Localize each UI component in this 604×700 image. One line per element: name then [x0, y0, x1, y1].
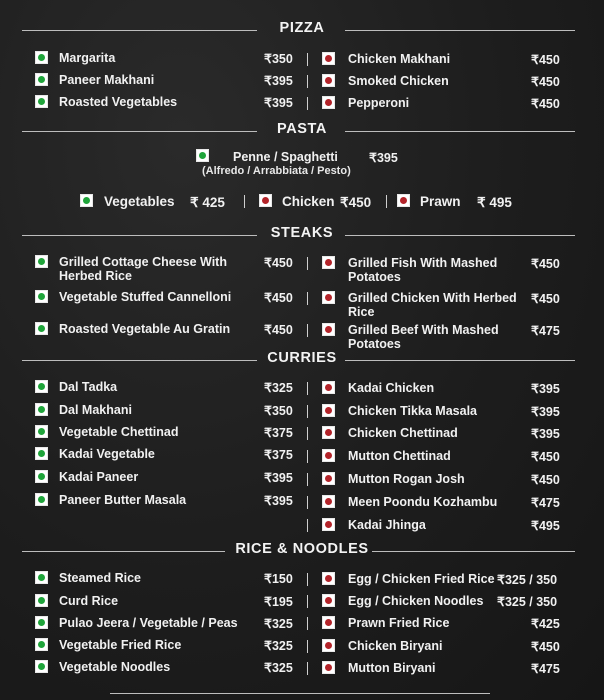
- item-price: ₹350: [264, 404, 293, 418]
- item-price: ₹475: [531, 324, 560, 338]
- item-price: ₹425: [531, 617, 560, 631]
- item-name: Grilled Chicken With Herbed Rice: [348, 291, 517, 319]
- column-divider-bar: [307, 617, 308, 630]
- menu-item: [322, 518, 567, 536]
- menu-item: [35, 638, 310, 656]
- item-name: Margarita: [59, 51, 116, 65]
- item-name: Paneer Makhani: [59, 73, 155, 87]
- item-name: Kadai Chicken: [348, 381, 435, 395]
- item-price: ₹395: [264, 471, 293, 485]
- item-name: Curd Rice: [59, 594, 119, 608]
- non-veg-indicator-icon: [397, 194, 410, 207]
- menu-item: [322, 323, 567, 351]
- non-veg-indicator-icon: [322, 256, 335, 269]
- item-name: Vegetable Noodles: [59, 660, 171, 674]
- item-price: ₹450: [531, 640, 560, 654]
- item-name: Prawn: [420, 194, 461, 209]
- menu-item: [35, 660, 310, 678]
- item-name: Vegetable Fried Rice: [59, 638, 182, 652]
- non-veg-indicator-icon: [322, 426, 335, 439]
- item-price: ₹450: [531, 473, 560, 487]
- item-price: ₹ 425: [190, 195, 225, 210]
- non-veg-indicator-icon: [322, 291, 335, 304]
- section-header-pasta: [0, 121, 604, 141]
- item-price: ₹395: [531, 427, 560, 441]
- item-price: ₹450: [531, 292, 560, 306]
- item-name: Pulao Jeera / Vegetable / Peas: [59, 616, 238, 630]
- pasta-options: [80, 193, 520, 211]
- column-divider-bar: [307, 473, 308, 486]
- veg-indicator-icon: [196, 149, 209, 162]
- veg-indicator-icon: [35, 73, 48, 86]
- non-veg-indicator-icon: [322, 616, 335, 629]
- column-divider-bar: [307, 257, 308, 270]
- veg-indicator-icon: [35, 594, 48, 607]
- item-price: ₹475: [531, 496, 560, 510]
- menu-item: [322, 74, 567, 92]
- pasta-sauces: (Alfredo / Arrabbiata / Pesto): [202, 165, 351, 177]
- item-price: ₹395: [531, 405, 560, 419]
- item-price: ₹450: [531, 53, 560, 67]
- section-title: CURRIES: [267, 350, 337, 366]
- column-divider-bar: [307, 640, 308, 653]
- veg-indicator-icon: [35, 51, 48, 64]
- item-name: Chicken Biryani: [348, 639, 443, 653]
- menu-item: [322, 426, 567, 444]
- non-veg-indicator-icon: [322, 572, 335, 585]
- menu-item: [35, 493, 310, 511]
- item-name: Mutton Rogan Josh: [348, 472, 465, 486]
- menu-item: [322, 572, 567, 590]
- section-header-curries: [0, 350, 604, 370]
- column-divider-bar: [307, 324, 308, 337]
- item-name: Roasted Vegetable Au Gratin: [59, 322, 231, 336]
- menu-item: [35, 447, 310, 465]
- item-name: Grilled Beef With Mashed Potatoes: [348, 323, 499, 351]
- item-price: ₹395: [264, 74, 293, 88]
- column-divider-bar: [307, 595, 308, 608]
- menu-item: [35, 95, 310, 113]
- menu-item: [322, 594, 567, 612]
- section-header-rice-noodles: [0, 541, 604, 561]
- item-name: Pepperoni: [348, 96, 410, 110]
- divider-bar: [386, 195, 387, 208]
- menu-item: [35, 51, 310, 69]
- item-name: Vegetable Chettinad: [59, 425, 179, 439]
- section-title: PIZZA: [279, 20, 325, 36]
- menu-item: [35, 616, 310, 634]
- menu-item: [35, 322, 310, 340]
- item-name: Steamed Rice: [59, 571, 141, 585]
- item-name: Paneer Butter Masala: [59, 493, 187, 507]
- item-price: ₹350: [264, 52, 293, 66]
- item-price: ₹150: [264, 572, 293, 586]
- item-price: ₹450: [531, 450, 560, 464]
- column-divider-bar: [307, 97, 308, 110]
- veg-indicator-icon: [35, 425, 48, 438]
- item-price: ₹325 / 350: [497, 595, 558, 609]
- item-name: Kadai Vegetable: [59, 447, 155, 461]
- menu-item: [35, 470, 310, 488]
- item-price: ₹450: [340, 195, 372, 210]
- column-divider-bar: [307, 519, 308, 532]
- item-price: ₹325: [264, 661, 293, 675]
- menu-item: [322, 661, 567, 679]
- item-price: ₹450: [264, 323, 293, 337]
- bottom-divider-line: [110, 693, 490, 694]
- item-price: ₹395: [264, 494, 293, 508]
- menu-item: [35, 73, 310, 91]
- menu-item: [322, 495, 567, 513]
- item-price: ₹395: [369, 151, 398, 165]
- item-price: ₹ 495: [477, 195, 512, 210]
- veg-indicator-icon: [35, 616, 48, 629]
- column-divider-bar: [307, 496, 308, 509]
- column-divider-bar: [307, 382, 308, 395]
- item-price: ₹375: [264, 426, 293, 440]
- divider-bar: [244, 195, 245, 208]
- non-veg-indicator-icon: [322, 472, 335, 485]
- item-name: Dal Tadka: [59, 380, 118, 394]
- item-name: Grilled Fish With Mashed Potatoes: [348, 256, 498, 284]
- menu-item: [35, 594, 310, 612]
- item-name: Grilled Cottage Cheese With Herbed Rice: [59, 255, 227, 283]
- menu-item: [35, 425, 310, 443]
- non-veg-indicator-icon: [322, 594, 335, 607]
- item-name: Egg / Chicken Fried Rice: [348, 572, 495, 586]
- item-name: Chicken Tikka Masala: [348, 404, 478, 418]
- item-price: ₹450: [531, 257, 560, 271]
- non-veg-indicator-icon: [322, 96, 335, 109]
- item-price: ₹395: [264, 96, 293, 110]
- veg-indicator-icon: [35, 493, 48, 506]
- item-price: ₹395: [531, 382, 560, 396]
- item-price: ₹450: [531, 97, 560, 111]
- section-title: STEAKS: [270, 225, 334, 241]
- menu-item: [322, 449, 567, 467]
- veg-indicator-icon: [35, 403, 48, 416]
- item-price: ₹375: [264, 448, 293, 462]
- item-price: ₹475: [531, 662, 560, 676]
- item-price: ₹450: [264, 256, 293, 270]
- non-veg-indicator-icon: [259, 194, 272, 207]
- column-divider-bar: [307, 427, 308, 440]
- section-header-pizza: [0, 20, 604, 40]
- non-veg-indicator-icon: [322, 495, 335, 508]
- section-header-steaks: [0, 225, 604, 245]
- menu-item: [322, 472, 567, 490]
- veg-indicator-icon: [35, 660, 48, 673]
- item-price: ₹325 / 350: [497, 573, 558, 587]
- item-price: ₹325: [264, 617, 293, 631]
- non-veg-indicator-icon: [322, 639, 335, 652]
- non-veg-indicator-icon: [322, 661, 335, 674]
- item-name: Roasted Vegetables: [59, 95, 178, 109]
- item-price: ₹450: [531, 75, 560, 89]
- non-veg-indicator-icon: [322, 518, 335, 531]
- item-price: ₹195: [264, 595, 293, 609]
- column-divider-bar: [307, 75, 308, 88]
- item-name: Mutton Chettinad: [348, 449, 451, 463]
- item-price: ₹450: [264, 291, 293, 305]
- item-name: Vegetable Stuffed Cannelloni: [59, 290, 232, 304]
- non-veg-indicator-icon: [322, 52, 335, 65]
- veg-indicator-icon: [35, 290, 48, 303]
- non-veg-indicator-icon: [322, 323, 335, 336]
- veg-indicator-icon: [35, 470, 48, 483]
- column-divider-bar: [307, 53, 308, 66]
- item-name: Prawn Fried Rice: [348, 616, 450, 630]
- veg-indicator-icon: [35, 380, 48, 393]
- item-name: Egg / Chicken Noodles: [348, 594, 484, 608]
- veg-indicator-icon: [35, 447, 48, 460]
- menu-item: [322, 404, 567, 422]
- column-divider-bar: [307, 573, 308, 586]
- item-price: ₹495: [531, 519, 560, 533]
- veg-indicator-icon: [35, 571, 48, 584]
- item-name: Chicken: [282, 194, 335, 209]
- veg-indicator-icon: [80, 194, 93, 207]
- column-divider-bar: [307, 662, 308, 675]
- non-veg-indicator-icon: [322, 449, 335, 462]
- veg-indicator-icon: [35, 95, 48, 108]
- section-title: RICE & NOODLES: [235, 541, 369, 557]
- item-price: ₹325: [264, 381, 293, 395]
- item-price: ₹325: [264, 639, 293, 653]
- non-veg-indicator-icon: [322, 381, 335, 394]
- menu-item: [35, 255, 310, 283]
- item-name: Meen Poondu Kozhambu: [348, 495, 498, 509]
- non-veg-indicator-icon: [322, 404, 335, 417]
- menu-item: [322, 256, 567, 284]
- menu-item: [35, 571, 310, 589]
- veg-indicator-icon: [35, 638, 48, 651]
- item-name: Mutton Biryani: [348, 661, 436, 675]
- item-name: Vegetables: [104, 194, 175, 209]
- column-divider-bar: [307, 450, 308, 463]
- non-veg-indicator-icon: [322, 74, 335, 87]
- item-name: Chicken Chettinad: [348, 426, 458, 440]
- column-divider-bar: [307, 405, 308, 418]
- menu-item: [35, 380, 310, 398]
- menu-item: [322, 52, 567, 70]
- menu-item: [322, 291, 567, 319]
- item-name: Smoked Chicken: [348, 74, 449, 88]
- menu-item: [322, 639, 567, 657]
- veg-indicator-icon: [35, 322, 48, 335]
- menu-item: [322, 616, 567, 634]
- menu-item: [35, 403, 310, 421]
- item-name: Penne / Spaghetti: [233, 150, 338, 164]
- menu-item: [35, 290, 310, 308]
- menu-item: [322, 381, 567, 399]
- veg-indicator-icon: [35, 255, 48, 268]
- item-name: Kadai Jhinga: [348, 518, 426, 532]
- section-title: PASTA: [277, 121, 327, 137]
- menu-item: [322, 96, 567, 114]
- item-name: Kadai Paneer: [59, 470, 139, 484]
- item-name: Chicken Makhani: [348, 52, 451, 66]
- item-name: Dal Makhani: [59, 403, 132, 417]
- column-divider-bar: [307, 292, 308, 305]
